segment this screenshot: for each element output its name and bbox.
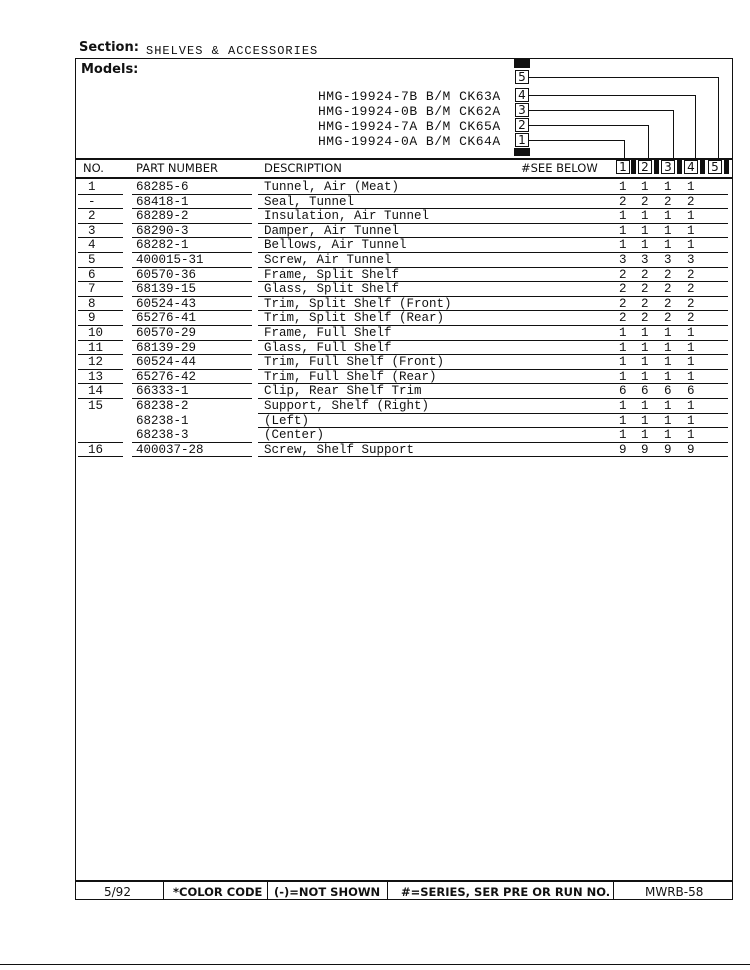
footer-series-note: #=SERIES, SER PRE OR RUN NO. [401, 885, 611, 899]
row-qty-4: 2 [687, 267, 695, 282]
row-qty-4: 2 [687, 311, 695, 326]
leader-3-drop [673, 110, 674, 159]
row-description: Screw, Shelf Support [264, 442, 415, 457]
model-line-3: HMG-19924-0B B/M CK62A [318, 104, 501, 119]
row-number: 4 [88, 238, 96, 253]
leader-1-drop [624, 140, 625, 159]
row-underline [616, 413, 728, 414]
row-qty-1: 1 [619, 238, 627, 253]
row-part-number: 68418-1 [136, 194, 189, 209]
row-number: 2 [88, 209, 96, 224]
row-part-number: 65276-42 [136, 369, 197, 384]
row-underline [78, 456, 123, 457]
row-qty-3: 1 [664, 209, 672, 224]
row-qty-4: 1 [687, 340, 695, 355]
col-header-see-below: #SEE BELOW [521, 161, 598, 175]
row-qty-2: 9 [641, 442, 649, 457]
row-underline [78, 267, 123, 268]
row-underline [78, 237, 123, 238]
model-line-1: HMG-19924-0A B/M CK64A [318, 134, 501, 149]
row-qty-3: 1 [664, 180, 672, 194]
row-number: 7 [88, 282, 96, 297]
col-sep-4 [700, 160, 705, 174]
row-qty-1: 1 [619, 369, 627, 384]
row-qty-1: 2 [619, 311, 627, 326]
row-number: 15 [88, 399, 104, 413]
row-description: Screw, Air Tunnel [264, 253, 392, 267]
row-description: Clip, Rear Shelf Trim [264, 384, 422, 399]
col-header-no: NO. [83, 161, 104, 175]
row-underline [258, 456, 618, 457]
row-qty-4: 1 [687, 180, 695, 194]
model-num-2: 2 [515, 118, 529, 132]
row-qty-4: 1 [687, 428, 695, 443]
row-description: Damper, Air Tunnel [264, 223, 400, 238]
footer-div-4 [613, 880, 614, 900]
footer-div-1 [163, 880, 164, 900]
model-num-5: 5 [515, 70, 529, 84]
row-underline [258, 413, 618, 414]
row-part-number: 60524-44 [136, 355, 197, 370]
leader-5-drop [718, 77, 719, 159]
row-part-number: 68238-2 [136, 399, 189, 413]
model-num-3: 3 [515, 103, 529, 117]
models-label: Models: [81, 62, 139, 77]
row-qty-3: 1 [664, 340, 672, 355]
row-number: 1 [88, 180, 96, 194]
model-tab-top [514, 58, 530, 68]
row-underline [78, 296, 123, 297]
row-part-number: 60570-29 [136, 326, 197, 340]
row-part-number: 68139-15 [136, 282, 197, 297]
footer-rule [75, 880, 733, 882]
row-qty-3: 3 [664, 253, 672, 267]
row-description: (Center) [264, 428, 325, 443]
header-bottom-rule [75, 177, 733, 179]
row-number: 6 [88, 267, 96, 282]
row-qty-2: 1 [641, 180, 649, 194]
row-underline [616, 281, 728, 282]
row-underline [616, 252, 728, 253]
row-qty-4: 1 [687, 355, 695, 370]
row-description: Seal, Tunnel [264, 194, 355, 209]
row-qty-2: 1 [641, 355, 649, 370]
row-qty-3: 1 [664, 369, 672, 384]
row-number: 8 [88, 296, 96, 311]
row-underline [616, 442, 728, 443]
row-qty-1: 1 [619, 180, 627, 194]
row-number: 5 [88, 253, 96, 267]
leader-5 [529, 77, 719, 78]
row-qty-2: 2 [641, 194, 649, 209]
row-number: 3 [88, 223, 96, 238]
row-underline [78, 194, 123, 195]
row-part-number: 60570-36 [136, 267, 197, 282]
col-header-1: 1 [616, 160, 630, 174]
row-qty-4: 1 [687, 209, 695, 224]
row-qty-1: 9 [619, 442, 627, 457]
row-qty-3: 1 [664, 238, 672, 253]
row-qty-1: 1 [619, 326, 627, 340]
row-description: Glass, Full Shelf [264, 340, 392, 355]
row-underline [78, 281, 123, 282]
col-header-part: PART NUMBER [136, 161, 218, 175]
row-qty-3: 1 [664, 223, 672, 238]
row-qty-4: 2 [687, 282, 695, 297]
row-part-number: 400037-28 [136, 442, 204, 457]
row-qty-1: 6 [619, 384, 627, 399]
row-number: 10 [88, 326, 104, 340]
row-number: 12 [88, 355, 104, 370]
row-underline [616, 325, 728, 326]
row-number: 11 [88, 340, 104, 355]
row-qty-1: 2 [619, 296, 627, 311]
model-line-2: HMG-19924-7A B/M CK65A [318, 119, 501, 134]
row-qty-4: 1 [687, 223, 695, 238]
row-description: Bellows, Air Tunnel [264, 238, 407, 253]
row-qty-3: 1 [664, 355, 672, 370]
row-qty-1: 1 [619, 340, 627, 355]
row-qty-3: 9 [664, 442, 672, 457]
row-underline [616, 237, 728, 238]
col-sep-5 [724, 160, 729, 174]
leader-2-drop [648, 125, 649, 159]
row-qty-1: 1 [619, 428, 627, 443]
row-underline [616, 456, 728, 457]
row-number: 14 [88, 384, 104, 399]
row-underline [616, 369, 728, 370]
row-underline [78, 310, 123, 311]
row-qty-1: 2 [619, 194, 627, 209]
row-qty-3: 2 [664, 267, 672, 282]
row-description: Insulation, Air Tunnel [264, 209, 430, 224]
row-qty-1: 3 [619, 253, 627, 267]
row-description: Frame, Full Shelf [264, 326, 392, 340]
row-underline [616, 296, 728, 297]
row-qty-4: 1 [687, 369, 695, 384]
row-description: Glass, Split Shelf [264, 282, 400, 297]
row-number: 9 [88, 311, 96, 326]
row-underline [616, 267, 728, 268]
row-part-number: 400015-31 [136, 253, 204, 267]
leader-1 [529, 140, 625, 141]
row-part-number: 68282-1 [136, 238, 189, 253]
row-description: Trim, Split Shelf (Rear) [264, 311, 445, 326]
row-qty-2: 1 [641, 428, 649, 443]
row-underline [616, 383, 728, 384]
row-description: Support, Shelf (Right) [264, 399, 430, 413]
row-qty-3: 1 [664, 413, 672, 428]
row-qty-2: 2 [641, 267, 649, 282]
row-qty-2: 1 [641, 209, 649, 224]
col-header-2: 2 [638, 160, 652, 174]
row-qty-3: 2 [664, 282, 672, 297]
row-qty-4: 1 [687, 326, 695, 340]
footer-div-2 [267, 880, 268, 900]
row-part-number: 68139-29 [136, 340, 197, 355]
row-description: (Left) [264, 413, 310, 428]
model-num-4: 4 [515, 88, 529, 102]
leader-2 [529, 125, 649, 126]
row-part-number: 68289-2 [136, 209, 189, 224]
row-qty-2: 3 [641, 253, 649, 267]
row-part-number: 68238-1 [136, 413, 189, 428]
row-part-number: 68290-3 [136, 223, 189, 238]
row-qty-3: 1 [664, 428, 672, 443]
row-qty-2: 6 [641, 384, 649, 399]
leader-3 [529, 110, 674, 111]
row-underline [78, 223, 123, 224]
row-qty-3: 2 [664, 296, 672, 311]
row-underline [616, 310, 728, 311]
row-underline [616, 223, 728, 224]
row-qty-4: 2 [687, 194, 695, 209]
row-qty-4: 1 [687, 413, 695, 428]
row-qty-3: 2 [664, 311, 672, 326]
footer-div-3 [387, 880, 388, 900]
leader-4-drop [695, 95, 696, 159]
section-title: SHELVES & ACCESSORIES [146, 44, 319, 58]
col-header-4: 4 [684, 160, 698, 174]
row-qty-2: 1 [641, 238, 649, 253]
row-qty-4: 2 [687, 296, 695, 311]
row-underline [78, 252, 123, 253]
col-sep-2 [654, 160, 659, 174]
row-qty-3: 6 [664, 384, 672, 399]
row-qty-2: 2 [641, 282, 649, 297]
leader-4 [529, 95, 696, 96]
row-qty-2: 1 [641, 369, 649, 384]
row-description: Trim, Split Shelf (Front) [264, 296, 452, 311]
row-qty-4: 3 [687, 253, 695, 267]
row-underline [616, 194, 728, 195]
row-description: Trim, Full Shelf (Rear) [264, 369, 437, 384]
row-qty-4: 6 [687, 384, 695, 399]
row-qty-2: 2 [641, 311, 649, 326]
row-qty-4: 1 [687, 399, 695, 413]
row-part-number: 65276-41 [136, 311, 197, 326]
model-line-4: HMG-19924-7B B/M CK63A [318, 89, 501, 104]
row-part-number: 60524-43 [136, 296, 197, 311]
page-bottom-rule [0, 964, 750, 965]
row-number: 13 [88, 369, 104, 384]
row-qty-2: 1 [641, 413, 649, 428]
row-underline [78, 208, 123, 209]
row-qty-1: 1 [619, 399, 627, 413]
row-number: 16 [88, 442, 104, 457]
section-label: Section: [79, 40, 139, 55]
row-qty-3: 2 [664, 194, 672, 209]
row-underline [616, 427, 728, 428]
row-qty-2: 2 [641, 296, 649, 311]
row-underline [616, 354, 728, 355]
row-qty-3: 1 [664, 399, 672, 413]
col-header-desc: DESCRIPTION [264, 161, 342, 175]
row-qty-3: 1 [664, 326, 672, 340]
footer-code: MWRB-58 [645, 885, 704, 899]
row-qty-2: 1 [641, 223, 649, 238]
row-qty-4: 9 [687, 442, 695, 457]
row-qty-1: 2 [619, 267, 627, 282]
row-part-number: 68285-6 [136, 180, 189, 194]
col-sep-1 [631, 160, 636, 174]
row-qty-2: 1 [641, 399, 649, 413]
row-qty-1: 2 [619, 282, 627, 297]
row-qty-1: 1 [619, 413, 627, 428]
row-underline [616, 398, 728, 399]
footer-not-shown: (-)=NOT SHOWN [274, 885, 381, 899]
row-underline [616, 340, 728, 341]
row-description: Frame, Split Shelf [264, 267, 400, 282]
col-sep-3 [677, 160, 682, 174]
col-header-3: 3 [661, 160, 675, 174]
row-description: Trim, Full Shelf (Front) [264, 355, 445, 370]
row-description: Tunnel, Air (Meat) [264, 180, 400, 194]
row-qty-4: 1 [687, 238, 695, 253]
row-underline [132, 456, 252, 457]
col-header-5: 5 [708, 160, 722, 174]
row-qty-2: 1 [641, 340, 649, 355]
row-part-number: 68238-3 [136, 428, 189, 443]
row-qty-2: 1 [641, 326, 649, 340]
row-qty-1: 1 [619, 223, 627, 238]
row-qty-1: 1 [619, 209, 627, 224]
footer-color-code: *COLOR CODE [173, 885, 263, 899]
row-part-number: 66333-1 [136, 384, 189, 399]
row-number: - [88, 194, 96, 209]
footer-date: 5/92 [104, 885, 131, 899]
row-underline [616, 208, 728, 209]
row-qty-1: 1 [619, 355, 627, 370]
model-num-1: 1 [515, 133, 529, 147]
model-tab-bottom [514, 148, 530, 156]
